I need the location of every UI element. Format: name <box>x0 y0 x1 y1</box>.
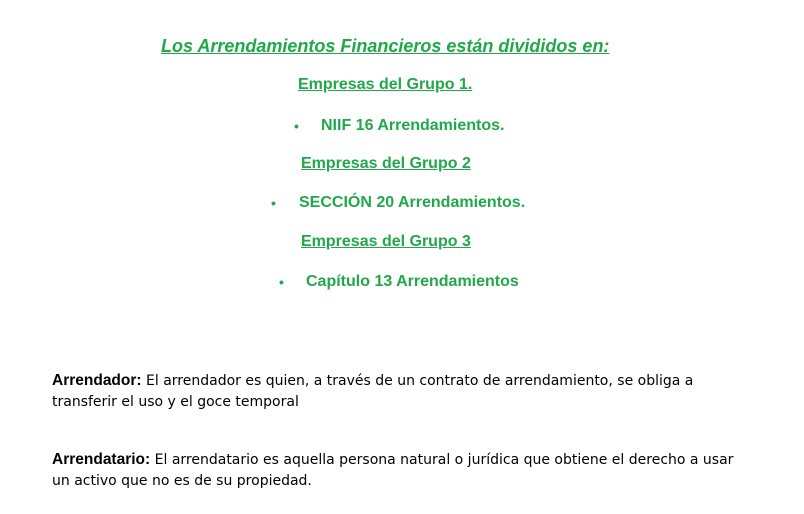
definition-term: Arrendador: <box>52 372 142 389</box>
group-2-item: SECCIÓN 20 Arrendamientos. <box>299 194 526 211</box>
definition-term: Arrendatario: <box>52 451 151 468</box>
definition-text: El arrendatario es aquella persona natural o jurídica que obtiene el derecho a usar un activo que no es de su propiedad. <box>52 452 734 489</box>
group-3-heading: Empresas del Grupo 3 <box>301 233 471 250</box>
bullet-icon: • <box>279 274 284 290</box>
definition-text: El arrendador es quien, a través de un contrato de arrendamiento, se obliga a transferir el uso y el goce temporal <box>52 373 694 410</box>
definition-arrendatario <box>52 449 752 492</box>
group-3-item: Capítulo 13 Arrendamientos <box>306 273 519 290</box>
bullet-icon: • <box>271 195 276 211</box>
group-1-heading: Empresas del Grupo 1. <box>298 76 473 93</box>
bullet-icon: • <box>294 118 299 134</box>
group-1-item: NIIF 16 Arrendamientos. <box>321 117 505 134</box>
definition-arrendador <box>52 370 752 413</box>
page-title: Los Arrendamientos Financieros están divididos en: <box>161 36 610 56</box>
group-2-heading: Empresas del Grupo 2 <box>301 155 471 172</box>
